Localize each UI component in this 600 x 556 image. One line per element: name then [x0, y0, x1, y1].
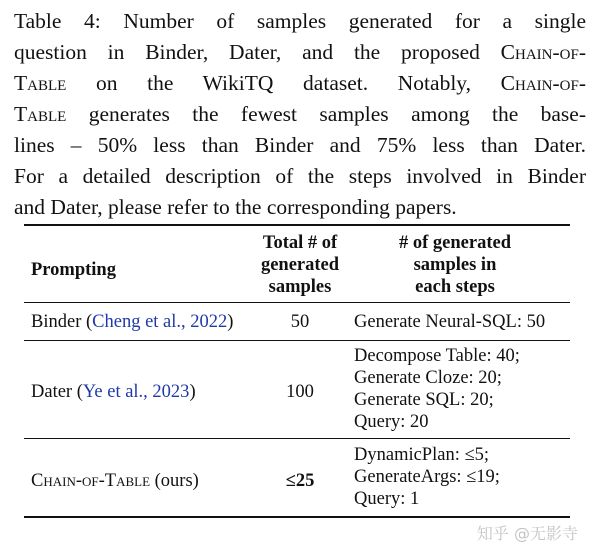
header-rule: [24, 302, 570, 303]
bottom-rule: [24, 516, 570, 518]
header-total-samples: Total # of generated samples: [260, 233, 340, 297]
caption-line: Table 4: Number of samples generated for a single: [14, 9, 586, 33]
table-row-chain-of-table-name: Chain-of-Table (ours): [31, 471, 199, 491]
row-rule-1: [24, 340, 570, 341]
table-row-chain-of-table-steps: DynamicPlan: ≤5; GenerateArgs: ≤19; Query: 1: [354, 445, 500, 509]
row-rule-2: [24, 438, 570, 439]
header-prompting: Prompting: [31, 260, 116, 280]
top-rule: [24, 224, 570, 226]
watermark: 知乎 @无影寺: [476, 524, 578, 543]
table-row-dater-total: 100: [286, 382, 314, 402]
table-row-binder-name: Binder (Cheng et al., 2022): [31, 312, 234, 332]
table-row-dater-steps: Decompose Table: 40; Generate Cloze: 20; Generate SQL: 20; Query: 20: [354, 346, 520, 432]
caption-line: and Dater, please refer to the corresponding papers.: [14, 195, 457, 219]
table-caption: [14, 6, 586, 223]
caption-line: question in Binder, Dater, and the proposed Chain-of-: [14, 40, 586, 64]
citation-link[interactable]: Cheng et al., 2022: [92, 312, 228, 332]
table-row-dater-name: Dater (Ye et al., 2023): [31, 382, 196, 402]
table-row-chain-of-table-total: ≤25: [285, 471, 315, 491]
table-row-binder-total: 50: [290, 312, 310, 332]
citation-link[interactable]: Ye et al., 2023: [82, 382, 190, 402]
header-samples-per-step: # of generated samples in each steps: [399, 233, 511, 297]
table-row-binder-steps: Generate Neural-SQL: 50: [354, 312, 546, 332]
caption-line: lines – 50% less than Binder and 75% less than Dater.: [14, 133, 586, 157]
caption-line: Table on the WikiTQ dataset. Notably, Chain-of-: [14, 71, 586, 95]
caption-line: For a detailed description of the steps involved in Binder: [14, 164, 586, 188]
caption-line: Table generates the fewest samples among the base-: [14, 102, 586, 126]
